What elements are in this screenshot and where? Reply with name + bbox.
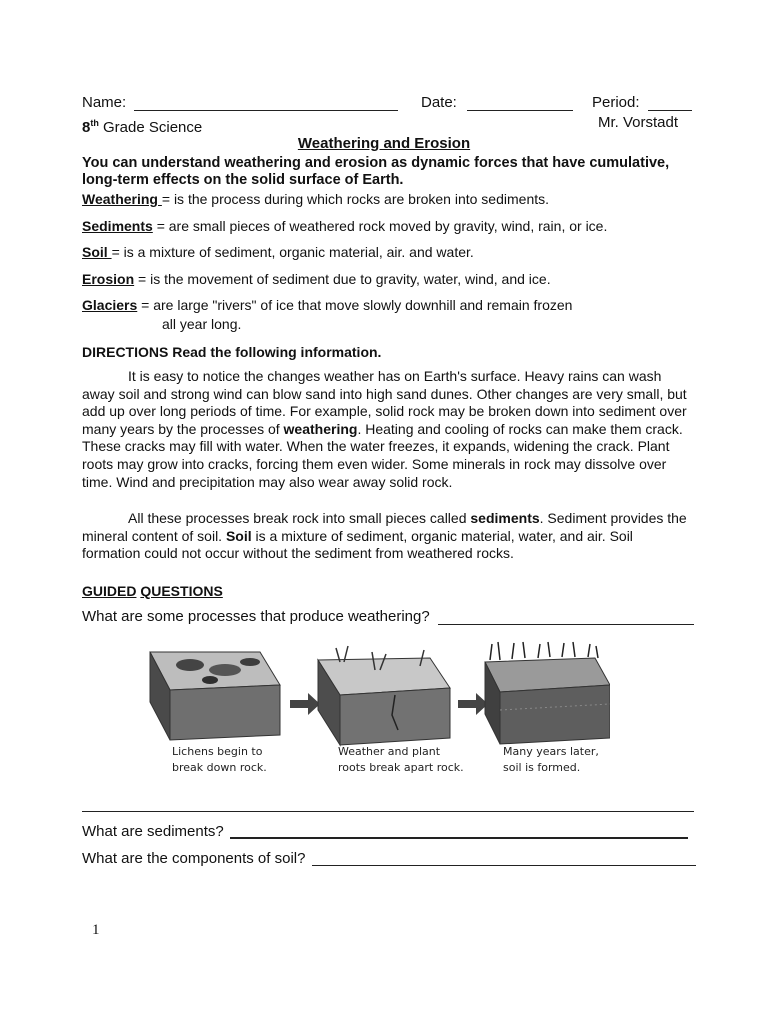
rock-block-lichens — [150, 652, 280, 740]
term-weathering: Weathering — [82, 191, 162, 207]
teacher-name: Mr. Vorstadt — [598, 114, 679, 131]
page-number: 1 — [92, 922, 100, 938]
reading-text: It is easy to notice the changes weather has on Earth's surface. Heavy rains can wash away soil and strong wind can blow sand into high sand dunes. Other changes are very small, but add up over long periods of time. For example, solid rock may be broken down into sediment over many years by the processes of — [82, 368, 687, 437]
term-erosion: Erosion — [82, 271, 135, 287]
caption-line: Lichens begin to — [172, 745, 263, 758]
answer-line-1[interactable] — [438, 624, 694, 625]
arrow-right-icon — [290, 693, 320, 715]
rock-block-plants — [318, 646, 450, 745]
name-label: Name: — [82, 94, 127, 111]
reading-paragraph-2 — [82, 510, 688, 563]
period-field[interactable] — [648, 110, 692, 111]
definition-text: = are small pieces of weathered rock moved by gravity, wind, rain, or ice. — [152, 218, 608, 234]
soil-block — [485, 642, 610, 744]
caption-step-1 — [172, 744, 267, 776]
term-soil: Soil — [82, 244, 112, 260]
grade-suffix: th — [90, 118, 99, 128]
reading-bold-term: Soil — [225, 527, 252, 544]
question-3: What are the components of soil? — [82, 850, 306, 867]
arrow-right-icon — [458, 693, 488, 715]
definition-weathering — [82, 190, 549, 208]
caption-line: soil is formed. — [503, 761, 581, 774]
caption-step-2 — [338, 744, 464, 776]
answer-line-2[interactable] — [230, 837, 688, 839]
question-2: What are sediments? — [82, 823, 224, 840]
grade-number: 8 — [82, 119, 91, 136]
page-title: Weathering and Erosion — [297, 135, 471, 152]
definition-glaciers-cont: all year long. — [162, 316, 242, 332]
date-label: Date: — [421, 94, 457, 111]
definition-glaciers — [82, 296, 572, 314]
reading-bold-term: weathering — [283, 420, 358, 437]
definition-soil — [82, 243, 474, 261]
reading-text: . Sediment provides the mineral content of soil. — [82, 510, 687, 544]
answer-line-1b[interactable] — [82, 811, 694, 812]
reading-bold-term: sediments — [470, 510, 540, 526]
definition-text: = is the process during which rocks are broken into sediments. — [161, 191, 550, 207]
answer-line-3[interactable] — [312, 865, 696, 866]
term-sediments: Sediments — [82, 218, 153, 234]
directions-heading: DIRECTIONS Read the following information. — [82, 344, 382, 360]
question-1: What are some processes that produce weathering? — [82, 608, 430, 625]
objective-statement: You can understand weathering and erosion as dynamic forces that have cumulative, long-term effects on the solid surface of Earth. — [82, 155, 670, 188]
reading-text: All these processes break rock into small pieces called — [128, 510, 471, 526]
definition-text: = is the movement of sediment due to gravity, water, wind, and ice. — [134, 271, 551, 287]
term-glaciers: Glaciers — [82, 297, 138, 313]
caption-line: Weather and plant — [338, 745, 441, 758]
date-field[interactable] — [467, 110, 573, 111]
caption-line: Many years later, — [503, 745, 599, 758]
caption-line: break down rock. — [172, 761, 267, 774]
definition-text: = are large "rivers" of ice that move slowly downhill and remain frozen — [137, 297, 573, 313]
definition-erosion — [82, 270, 551, 288]
definition-text: = is a mixture of sediment, organic material, air. and water. — [111, 244, 474, 260]
reading-paragraph-1 — [82, 368, 688, 491]
guided-heading-word: GUIDED — [82, 583, 137, 599]
reading-text: . Heating and cooling of rocks can make them crack. These cracks may fill with water. When the water freezes, it expands, widening the crack. Plant roots may grow into cracks, forcing them even wider. Some minerals in rock may dissolve over time. Wind and precipitation may also wear away solid rock. — [82, 420, 683, 490]
caption-step-3 — [503, 744, 599, 776]
grade-line — [82, 114, 202, 137]
guided-heading-word: QUESTIONS — [140, 583, 223, 599]
soil-formation-figure — [140, 640, 610, 750]
period-label: Period: — [592, 94, 640, 111]
name-field[interactable] — [134, 110, 398, 111]
reading-text: is a mixture of sediment, organic material, water, and air. Soil formation could not occur without the sediment from weathered rocks. — [82, 527, 633, 562]
definition-sediments — [82, 217, 607, 235]
soil-formation-illustration — [140, 640, 610, 750]
grade-subject: Grade Science — [98, 119, 203, 136]
guided-questions-heading — [82, 582, 223, 600]
caption-line: roots break apart rock. — [338, 761, 464, 774]
